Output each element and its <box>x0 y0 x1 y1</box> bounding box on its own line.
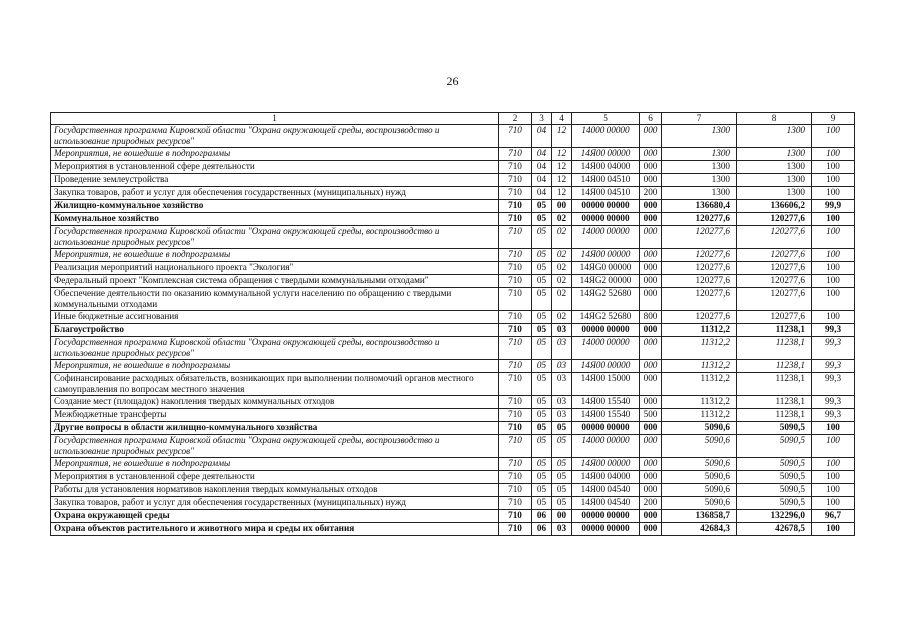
table-row <box>51 396 855 409</box>
subsection-code-cell: 12 <box>552 174 572 187</box>
subsection-code-cell: 12 <box>552 125 572 148</box>
expense-type-cell: 000 <box>640 200 662 213</box>
section-code-cell: 05 <box>532 275 552 288</box>
subsection-code-cell: 03 <box>552 409 572 422</box>
expense-type-cell: 000 <box>640 458 662 471</box>
planned-amount-cell: 120277,6 <box>662 226 737 249</box>
target-article-cell: 00000 00000 <box>572 422 640 435</box>
subsection-code-cell: 02 <box>552 249 572 262</box>
admin-code-cell: 710 <box>499 148 532 161</box>
admin-code-cell: 710 <box>499 262 532 275</box>
expense-type-cell: 500 <box>640 409 662 422</box>
actual-amount-cell: 5090,5 <box>737 458 812 471</box>
table-row <box>51 523 855 536</box>
row-name-cell: Мероприятия, не вошедшие в подпрограммы <box>51 148 499 161</box>
subsection-code-cell: 02 <box>552 311 572 324</box>
section-code-cell: 05 <box>532 311 552 324</box>
actual-amount-cell: 11238,1 <box>737 360 812 373</box>
expense-type-cell: 000 <box>640 213 662 226</box>
section-code-cell: 05 <box>532 373 552 396</box>
expense-type-cell: 000 <box>640 510 662 523</box>
expense-type-cell: 000 <box>640 396 662 409</box>
section-code-cell: 05 <box>532 409 552 422</box>
percent-cell: 100 <box>812 311 855 324</box>
target-article-cell: 14Я00 04540 <box>572 497 640 510</box>
target-article-cell: 14Я00 04000 <box>572 471 640 484</box>
target-article-cell: 14000 00000 <box>572 125 640 148</box>
percent-cell: 100 <box>812 174 855 187</box>
table-row <box>51 200 855 213</box>
expense-type-cell: 000 <box>640 422 662 435</box>
expense-type-cell: 000 <box>640 324 662 337</box>
expense-type-cell: 000 <box>640 523 662 536</box>
table-row <box>51 510 855 523</box>
target-article-cell: 00000 00000 <box>572 213 640 226</box>
expense-type-cell: 000 <box>640 373 662 396</box>
percent-cell: 100 <box>812 148 855 161</box>
actual-amount-cell: 42678,5 <box>737 523 812 536</box>
table-row <box>51 187 855 200</box>
percent-cell: 100 <box>812 288 855 311</box>
target-article-cell: 14Я00 00000 <box>572 249 640 262</box>
planned-amount-cell: 5090,6 <box>662 471 737 484</box>
row-name-cell: Проведение землеустройства <box>51 174 499 187</box>
expense-type-cell: 000 <box>640 360 662 373</box>
row-name-cell: Мероприятия в установленной сфере деятельности <box>51 471 499 484</box>
target-article-cell: 14Я00 04510 <box>572 187 640 200</box>
percent-cell: 100 <box>812 471 855 484</box>
admin-code-cell: 710 <box>499 360 532 373</box>
row-name-cell: Иные бюджетные ассигнования <box>51 311 499 324</box>
table-row <box>51 288 855 311</box>
admin-code-cell: 710 <box>499 458 532 471</box>
subsection-code-cell: 05 <box>552 422 572 435</box>
section-code-cell: 05 <box>532 396 552 409</box>
table-row <box>51 161 855 174</box>
subsection-code-cell: 12 <box>552 161 572 174</box>
section-code-cell: 05 <box>532 288 552 311</box>
target-article-cell: 14Я00 00000 <box>572 458 640 471</box>
planned-amount-cell: 1300 <box>662 125 737 148</box>
row-name-cell: Благоустройство <box>51 324 499 337</box>
target-article-cell: 14Я00 00000 <box>572 360 640 373</box>
section-code-cell: 04 <box>532 125 552 148</box>
admin-code-cell: 710 <box>499 288 532 311</box>
subsection-code-cell: 03 <box>552 324 572 337</box>
actual-amount-cell: 5090,5 <box>737 435 812 458</box>
table-row <box>51 337 855 360</box>
subsection-code-cell: 03 <box>552 337 572 360</box>
percent-cell: 100 <box>812 213 855 226</box>
subsection-code-cell: 03 <box>552 523 572 536</box>
table-row <box>51 174 855 187</box>
row-name-cell: Мероприятия, не вошедшие в подпрограммы <box>51 360 499 373</box>
planned-amount-cell: 5090,6 <box>662 484 737 497</box>
percent-cell: 100 <box>812 523 855 536</box>
admin-code-cell: 710 <box>499 435 532 458</box>
actual-amount-cell: 11238,1 <box>737 324 812 337</box>
section-code-cell: 04 <box>532 174 552 187</box>
column-header: 4 <box>552 113 572 125</box>
expense-type-cell: 000 <box>640 174 662 187</box>
planned-amount-cell: 5090,6 <box>662 458 737 471</box>
section-code-cell: 05 <box>532 200 552 213</box>
admin-code-cell: 710 <box>499 337 532 360</box>
row-name-cell: Софинансирование расходных обязательств, возникающих при выполнении полномочий органов местного самоуправления по вопросам местного значения <box>51 373 499 396</box>
section-code-cell: 05 <box>532 422 552 435</box>
percent-cell: 100 <box>812 458 855 471</box>
percent-cell: 100 <box>812 435 855 458</box>
subsection-code-cell: 03 <box>552 396 572 409</box>
actual-amount-cell: 1300 <box>737 187 812 200</box>
section-code-cell: 05 <box>532 497 552 510</box>
expense-type-cell: 800 <box>640 311 662 324</box>
percent-cell: 100 <box>812 422 855 435</box>
percent-cell: 100 <box>812 262 855 275</box>
table-row <box>51 249 855 262</box>
admin-code-cell: 710 <box>499 213 532 226</box>
table-row <box>51 497 855 510</box>
row-name-cell: Обеспечение деятельности по оказанию коммунальной услуги населению по обращению с твердыми коммунальными отходами <box>51 288 499 311</box>
section-code-cell: 05 <box>532 213 552 226</box>
percent-cell: 99,9 <box>812 200 855 213</box>
subsection-code-cell: 02 <box>552 213 572 226</box>
percent-cell: 99,3 <box>812 396 855 409</box>
row-name-cell: Закупка товаров, работ и услуг для обеспечения государственных (муниципальных) нужд <box>51 497 499 510</box>
admin-code-cell: 710 <box>499 497 532 510</box>
planned-amount-cell: 1300 <box>662 174 737 187</box>
admin-code-cell: 710 <box>499 161 532 174</box>
table-row <box>51 262 855 275</box>
subsection-code-cell: 05 <box>552 497 572 510</box>
actual-amount-cell: 1300 <box>737 174 812 187</box>
section-code-cell: 05 <box>532 337 552 360</box>
row-name-cell: Жилищно-коммунальное хозяйство <box>51 200 499 213</box>
planned-amount-cell: 136680,4 <box>662 200 737 213</box>
admin-code-cell: 710 <box>499 523 532 536</box>
percent-cell: 100 <box>812 226 855 249</box>
target-article-cell: 00000 00000 <box>572 200 640 213</box>
admin-code-cell: 710 <box>499 510 532 523</box>
actual-amount-cell: 132296,0 <box>737 510 812 523</box>
table-row <box>51 409 855 422</box>
row-name-cell: Государственная программа Кировской области "Охрана окружающей среды, воспроизводство и использование природных ресурсов" <box>51 337 499 360</box>
admin-code-cell: 710 <box>499 373 532 396</box>
table-row <box>51 471 855 484</box>
expense-type-cell: 000 <box>640 161 662 174</box>
subsection-code-cell: 12 <box>552 148 572 161</box>
target-article-cell: 14Я00 04540 <box>572 484 640 497</box>
table-row <box>51 484 855 497</box>
table-row <box>51 311 855 324</box>
percent-cell: 96,7 <box>812 510 855 523</box>
budget-table <box>50 112 855 536</box>
planned-amount-cell: 11312,2 <box>662 360 737 373</box>
section-code-cell: 05 <box>532 262 552 275</box>
expense-type-cell: 000 <box>640 262 662 275</box>
admin-code-cell: 710 <box>499 396 532 409</box>
table-row <box>51 373 855 396</box>
admin-code-cell: 710 <box>499 200 532 213</box>
subsection-code-cell: 05 <box>552 471 572 484</box>
percent-cell: 100 <box>812 497 855 510</box>
expense-type-cell: 200 <box>640 497 662 510</box>
row-name-cell: Охрана окружающей среды <box>51 510 499 523</box>
target-article-cell: 14Я00 15540 <box>572 396 640 409</box>
row-name-cell: Межбюджетные трансферты <box>51 409 499 422</box>
target-article-cell: 14Я00 15540 <box>572 409 640 422</box>
admin-code-cell: 710 <box>499 484 532 497</box>
expense-type-cell: 000 <box>640 226 662 249</box>
subsection-code-cell: 05 <box>552 484 572 497</box>
planned-amount-cell: 136858,7 <box>662 510 737 523</box>
column-header: 7 <box>662 113 737 125</box>
table-row <box>51 125 855 148</box>
planned-amount-cell: 5090,6 <box>662 422 737 435</box>
expense-type-cell: 000 <box>640 435 662 458</box>
table-row <box>51 422 855 435</box>
percent-cell: 99,3 <box>812 373 855 396</box>
target-article-cell: 14Я00 04000 <box>572 161 640 174</box>
subsection-code-cell: 05 <box>552 458 572 471</box>
planned-amount-cell: 11312,2 <box>662 324 737 337</box>
section-code-cell: 05 <box>532 226 552 249</box>
planned-amount-cell: 120277,6 <box>662 311 737 324</box>
section-code-cell: 05 <box>532 249 552 262</box>
percent-cell: 100 <box>812 249 855 262</box>
target-article-cell: 14Я00 04510 <box>572 174 640 187</box>
page-number: 26 <box>446 74 459 88</box>
subsection-code-cell: 02 <box>552 275 572 288</box>
admin-code-cell: 710 <box>499 324 532 337</box>
planned-amount-cell: 120277,6 <box>662 213 737 226</box>
subsection-code-cell: 03 <box>552 360 572 373</box>
percent-cell: 100 <box>812 125 855 148</box>
subsection-code-cell: 05 <box>552 435 572 458</box>
planned-amount-cell: 120277,6 <box>662 249 737 262</box>
planned-amount-cell: 11312,2 <box>662 409 737 422</box>
admin-code-cell: 710 <box>499 422 532 435</box>
target-article-cell: 14Я00 00000 <box>572 148 640 161</box>
target-article-cell: 14000 00000 <box>572 337 640 360</box>
actual-amount-cell: 11238,1 <box>737 409 812 422</box>
expense-type-cell: 000 <box>640 337 662 360</box>
percent-cell: 100 <box>812 187 855 200</box>
row-name-cell: Другие вопросы в области жилищно-коммунального хозяйства <box>51 422 499 435</box>
planned-amount-cell: 11312,2 <box>662 337 737 360</box>
section-code-cell: 05 <box>532 471 552 484</box>
expense-type-cell: 000 <box>640 275 662 288</box>
percent-cell: 100 <box>812 275 855 288</box>
percent-cell: 100 <box>812 484 855 497</box>
row-name-cell: Федеральный проект "Комплексная система обращения с твердыми коммунальными отходами" <box>51 275 499 288</box>
actual-amount-cell: 120277,6 <box>737 275 812 288</box>
admin-code-cell: 710 <box>499 187 532 200</box>
admin-code-cell: 710 <box>499 311 532 324</box>
admin-code-cell: 710 <box>499 275 532 288</box>
expense-type-cell: 000 <box>640 471 662 484</box>
column-header: 8 <box>737 113 812 125</box>
expense-type-cell: 000 <box>640 148 662 161</box>
expense-type-cell: 000 <box>640 484 662 497</box>
section-code-cell: 04 <box>532 161 552 174</box>
actual-amount-cell: 11238,1 <box>737 373 812 396</box>
column-header: 2 <box>499 113 532 125</box>
target-article-cell: 14ЯG2 52680 <box>572 288 640 311</box>
section-code-cell: 05 <box>532 324 552 337</box>
column-header: 9 <box>812 113 855 125</box>
row-name-cell: Государственная программа Кировской области "Охрана окружающей среды, воспроизводство и использование природных ресурсов" <box>51 125 499 148</box>
actual-amount-cell: 120277,6 <box>737 249 812 262</box>
actual-amount-cell: 136606,2 <box>737 200 812 213</box>
target-article-cell: 14ЯG2 00000 <box>572 275 640 288</box>
table-row <box>51 275 855 288</box>
subsection-code-cell: 02 <box>552 262 572 275</box>
actual-amount-cell: 5090,5 <box>737 497 812 510</box>
section-code-cell: 04 <box>532 187 552 200</box>
row-name-cell: Работы для установления нормативов накопления твердых коммунальных отходов <box>51 484 499 497</box>
row-name-cell: Реализация мероприятий национального проекта "Экология" <box>51 262 499 275</box>
column-header: 6 <box>640 113 662 125</box>
actual-amount-cell: 120277,6 <box>737 213 812 226</box>
row-name-cell: Государственная программа Кировской области "Охрана окружающей среды, воспроизводство и использование природных ресурсов" <box>51 226 499 249</box>
planned-amount-cell: 120277,6 <box>662 262 737 275</box>
admin-code-cell: 710 <box>499 226 532 249</box>
table-row <box>51 458 855 471</box>
table-row <box>51 213 855 226</box>
expense-type-cell: 000 <box>640 288 662 311</box>
planned-amount-cell: 120277,6 <box>662 288 737 311</box>
section-code-cell: 05 <box>532 360 552 373</box>
subsection-code-cell: 12 <box>552 187 572 200</box>
admin-code-cell: 710 <box>499 409 532 422</box>
row-name-cell: Мероприятия в установленной сфере деятельности <box>51 161 499 174</box>
target-article-cell: 14ЯG2 52680 <box>572 311 640 324</box>
expense-type-cell: 000 <box>640 125 662 148</box>
row-name-cell: Государственная программа Кировской области "Охрана окружающей среды, воспроизводство и использование природных ресурсов" <box>51 435 499 458</box>
section-code-cell: 06 <box>532 523 552 536</box>
table-body <box>51 125 855 536</box>
actual-amount-cell: 5090,5 <box>737 484 812 497</box>
target-article-cell: 14000 00000 <box>572 435 640 458</box>
admin-code-cell: 710 <box>499 174 532 187</box>
subsection-code-cell: 02 <box>552 288 572 311</box>
planned-amount-cell: 1300 <box>662 161 737 174</box>
actual-amount-cell: 5090,5 <box>737 471 812 484</box>
planned-amount-cell: 5090,6 <box>662 435 737 458</box>
planned-amount-cell: 5090,6 <box>662 497 737 510</box>
target-article-cell: 00000 00000 <box>572 510 640 523</box>
row-name-cell: Создание мест (площадок) накопления твердых коммунальных отходов <box>51 396 499 409</box>
row-name-cell: Закупка товаров, работ и услуг для обеспечения государственных (муниципальных) нужд <box>51 187 499 200</box>
actual-amount-cell: 120277,6 <box>737 311 812 324</box>
planned-amount-cell: 11312,2 <box>662 373 737 396</box>
table-row <box>51 360 855 373</box>
expense-type-cell: 200 <box>640 187 662 200</box>
percent-cell: 99,3 <box>812 324 855 337</box>
table-row <box>51 435 855 458</box>
admin-code-cell: 710 <box>499 125 532 148</box>
subsection-code-cell: 00 <box>552 510 572 523</box>
section-code-cell: 05 <box>532 484 552 497</box>
actual-amount-cell: 1300 <box>737 161 812 174</box>
column-header: 1 <box>51 113 499 125</box>
planned-amount-cell: 11312,2 <box>662 396 737 409</box>
section-code-cell: 05 <box>532 435 552 458</box>
row-name-cell: Коммунальное хозяйство <box>51 213 499 226</box>
table-row <box>51 324 855 337</box>
table-row <box>51 148 855 161</box>
planned-amount-cell: 1300 <box>662 187 737 200</box>
planned-amount-cell: 120277,6 <box>662 275 737 288</box>
target-article-cell: 00000 00000 <box>572 523 640 536</box>
target-article-cell: 14Я00 15000 <box>572 373 640 396</box>
percent-cell: 100 <box>812 161 855 174</box>
section-code-cell: 06 <box>532 510 552 523</box>
planned-amount-cell: 42684,3 <box>662 523 737 536</box>
actual-amount-cell: 120277,6 <box>737 288 812 311</box>
actual-amount-cell: 1300 <box>737 125 812 148</box>
target-article-cell: 14000 00000 <box>572 226 640 249</box>
column-header: 5 <box>572 113 640 125</box>
target-article-cell: 00000 00000 <box>572 324 640 337</box>
actual-amount-cell: 120277,6 <box>737 262 812 275</box>
admin-code-cell: 710 <box>499 249 532 262</box>
actual-amount-cell: 11238,1 <box>737 337 812 360</box>
row-name-cell: Мероприятия, не вошедшие в подпрограммы <box>51 458 499 471</box>
actual-amount-cell: 120277,6 <box>737 226 812 249</box>
target-article-cell: 14ЯG0 00000 <box>572 262 640 275</box>
percent-cell: 99,3 <box>812 337 855 360</box>
expense-type-cell: 000 <box>640 249 662 262</box>
planned-amount-cell: 1300 <box>662 148 737 161</box>
percent-cell: 99,3 <box>812 360 855 373</box>
table-row <box>51 226 855 249</box>
column-header: 3 <box>532 113 552 125</box>
actual-amount-cell: 11238,1 <box>737 396 812 409</box>
percent-cell: 99,3 <box>812 409 855 422</box>
row-name-cell: Мероприятия, не вошедшие в подпрограммы <box>51 249 499 262</box>
admin-code-cell: 710 <box>499 471 532 484</box>
subsection-code-cell: 03 <box>552 373 572 396</box>
actual-amount-cell: 5090,5 <box>737 422 812 435</box>
section-code-cell: 05 <box>532 458 552 471</box>
header-row <box>51 113 855 125</box>
section-code-cell: 04 <box>532 148 552 161</box>
subsection-code-cell: 00 <box>552 200 572 213</box>
row-name-cell: Охрана объектов растительного и животного мира и среды их обитания <box>51 523 499 536</box>
subsection-code-cell: 02 <box>552 226 572 249</box>
actual-amount-cell: 1300 <box>737 148 812 161</box>
